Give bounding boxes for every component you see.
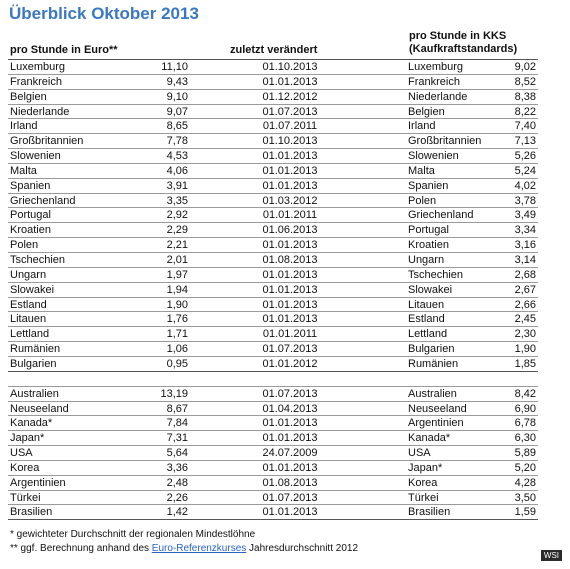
kks-cell: 7,40 [514, 120, 536, 133]
country-cell: Griechenland [10, 194, 76, 207]
eur-cell: 2,21 [166, 239, 188, 252]
kks-cell: 2,66 [514, 298, 536, 311]
header-kks-line1: pro Stunde in KKS [409, 30, 507, 42]
date-cell: 01.01.2011 [262, 328, 318, 341]
table-row [8, 327, 538, 342]
eur-cell: 7,31 [166, 432, 188, 445]
kks-cell: 2,30 [514, 328, 536, 341]
page-title: Überblick Oktober 2013 [9, 4, 199, 23]
table-row [8, 342, 538, 357]
eur-cell: 1,94 [166, 283, 188, 296]
kks-cell: 5,20 [514, 461, 536, 474]
kks-country-cell: Portugal [408, 224, 449, 237]
kks-cell: 6,78 [514, 417, 536, 430]
table-row [8, 491, 538, 506]
table-row [8, 505, 538, 520]
footnote-2-suffix: Jahresdurchschnitt 2012 [246, 542, 358, 554]
eur-cell: 8,65 [166, 120, 188, 133]
eur-cell: 3,91 [166, 179, 188, 192]
kks-country-cell: Malta [408, 164, 435, 177]
kks-country-cell: Griechenland [408, 209, 474, 222]
kks-cell: 9,02 [514, 61, 536, 73]
table-row [8, 312, 538, 327]
country-cell: Frankreich [10, 75, 62, 88]
table-row [8, 387, 538, 402]
table-row [8, 208, 538, 223]
kks-country-cell: Korea [408, 476, 438, 489]
table-row [8, 402, 538, 417]
date-cell: 01.01.2013 [262, 75, 318, 88]
kks-cell: 6,30 [514, 432, 536, 445]
country-cell: Argentinien [10, 476, 66, 489]
kks-cell: 8,42 [514, 387, 536, 400]
date-cell: 01.01.2013 [262, 239, 318, 252]
eur-cell: 2,92 [166, 209, 188, 222]
table-row [8, 238, 538, 253]
country-cell: Lettland [10, 328, 50, 341]
kks-cell: 8,38 [514, 90, 536, 103]
table-row [8, 164, 538, 179]
eur-cell: 2,48 [166, 476, 188, 489]
kks-cell: 3,14 [514, 253, 536, 266]
eu-section [8, 60, 538, 372]
date-cell: 01.01.2012 [262, 357, 318, 370]
kks-country-cell: Irland [408, 120, 436, 133]
eur-cell: 1,76 [166, 313, 188, 326]
kks-country-cell: Belgien [408, 105, 445, 118]
table-row [8, 416, 538, 431]
kks-country-cell: Brasilien [408, 506, 451, 519]
country-cell: Irland [10, 120, 38, 133]
date-cell: 01.01.2013 [262, 283, 318, 296]
header-kks-line2: (Kaufkraftstandards) [409, 43, 518, 55]
kks-cell: 3,78 [514, 194, 536, 207]
footnote-2-prefix: ** ggf. Berechnung anhand des [10, 542, 152, 554]
date-cell: 24.07.2009 [262, 447, 318, 460]
date-cell: 01.07.2013 [262, 387, 318, 400]
date-cell: 01.04.2013 [262, 402, 318, 415]
kks-country-cell: Tschechien [408, 268, 464, 281]
kks-country-cell: Litauen [408, 298, 445, 311]
eur-cell: 2,01 [166, 253, 188, 266]
kks-country-cell: Argentinien [408, 417, 464, 430]
kks-country-cell: Türkei [408, 491, 439, 504]
country-cell: Litauen [10, 313, 47, 326]
date-cell: 01.12.2012 [262, 90, 318, 103]
country-cell: Kroatien [10, 224, 51, 237]
table-row [8, 431, 538, 446]
eur-cell: 0,95 [166, 357, 188, 370]
date-cell: 01.10.2013 [262, 135, 318, 148]
table-row [8, 105, 538, 120]
footnote-1: * gewichteter Durchschnitt der regionalen Mindestlöhne [10, 529, 256, 540]
header-kks [409, 30, 517, 56]
kks-country-cell: Neuseeland [408, 402, 467, 415]
eur-cell: 1,42 [166, 506, 188, 519]
date-cell: 01.01.2013 [262, 417, 318, 430]
eur-cell: 4,06 [166, 164, 188, 177]
country-cell: Malta [10, 164, 37, 177]
date-cell: 01.07.2011 [262, 120, 318, 133]
eur-cell: 9,07 [166, 105, 188, 118]
date-cell: 01.01.2013 [262, 298, 318, 311]
kks-cell: 1,90 [514, 343, 536, 356]
kks-cell: 5,24 [514, 164, 536, 177]
table-row [8, 253, 538, 268]
euro-reference-rate-link[interactable]: Euro-Referenzkurses [151, 542, 247, 554]
table-row [8, 149, 538, 164]
date-cell: 01.10.2013 [262, 61, 318, 73]
header-changed: zuletzt verändert [230, 44, 318, 56]
section-gap [8, 372, 538, 387]
kks-country-cell: Frankreich [408, 75, 460, 88]
kks-cell: 3,16 [514, 239, 536, 252]
table-row [8, 357, 538, 372]
country-cell: Japan* [10, 432, 45, 445]
kks-cell: 3,34 [514, 224, 536, 237]
kks-country-cell: Slowakei [408, 283, 453, 296]
eur-cell: 1,97 [166, 268, 188, 281]
country-cell: Australien [10, 387, 59, 400]
table-row [8, 461, 538, 476]
kks-cell: 2,68 [514, 268, 536, 281]
eur-cell: 1,06 [166, 343, 188, 356]
kks-cell: 7,13 [514, 135, 536, 148]
country-cell: Niederlande [10, 105, 70, 118]
kks-country-cell: Bulgarien [408, 343, 455, 356]
country-cell: Kanada* [10, 417, 53, 430]
table-row [8, 179, 538, 194]
kks-cell: 5,89 [514, 447, 536, 460]
date-cell: 01.01.2013 [262, 506, 318, 519]
kks-country-cell: Slowenien [408, 150, 459, 163]
wsi-badge: WSI [541, 550, 562, 561]
non-eu-section [8, 387, 538, 521]
kks-country-cell: Spanien [408, 179, 449, 192]
kks-country-cell: USA [408, 447, 431, 460]
country-cell: Belgien [10, 90, 47, 103]
country-cell: Großbritannien [10, 135, 84, 148]
header-eur: pro Stunde in Euro** [10, 44, 118, 56]
eur-cell: 13,19 [160, 387, 188, 400]
kks-country-cell: Kroatien [408, 239, 449, 252]
table-row [8, 476, 538, 491]
kks-country-cell: Japan* [408, 461, 443, 474]
table-row [8, 268, 538, 283]
date-cell: 01.07.2013 [262, 491, 318, 504]
eur-cell: 3,36 [166, 461, 188, 474]
eur-cell: 2,29 [166, 224, 188, 237]
date-cell: 01.01.2013 [262, 432, 318, 445]
country-cell: Slowakei [10, 283, 55, 296]
kks-cell: 2,45 [514, 313, 536, 326]
table-row [8, 90, 538, 105]
date-cell: 01.01.2011 [262, 209, 318, 222]
kks-country-cell: Großbritannien [408, 135, 482, 148]
kks-country-cell: Kanada* [408, 432, 451, 445]
table-row [8, 60, 538, 75]
kks-cell: 8,22 [514, 105, 536, 118]
eur-cell: 1,71 [166, 328, 188, 341]
eur-cell: 4,53 [166, 150, 188, 163]
kks-cell: 5,26 [514, 150, 536, 163]
country-cell: Luxemburg [10, 61, 66, 73]
date-cell: 01.01.2013 [262, 164, 318, 177]
eur-cell: 7,78 [166, 135, 188, 148]
kks-country-cell: Ungarn [408, 253, 445, 266]
table-row [8, 134, 538, 149]
kks-country-cell: Luxemburg [408, 61, 464, 73]
kks-country-cell: Estland [408, 313, 445, 326]
table-row [8, 223, 538, 238]
table-row [8, 119, 538, 134]
eur-cell: 3,35 [166, 194, 188, 207]
date-cell: 01.06.2013 [262, 224, 318, 237]
eur-cell: 2,26 [166, 491, 188, 504]
country-cell: Slowenien [10, 150, 61, 163]
kks-country-cell: Polen [408, 194, 437, 207]
kks-cell: 3,50 [514, 491, 536, 504]
table-row [8, 283, 538, 298]
kks-country-cell: Niederlande [408, 90, 468, 103]
date-cell: 01.08.2013 [262, 476, 318, 489]
country-cell: Polen [10, 239, 39, 252]
country-cell: Spanien [10, 179, 51, 192]
date-cell: 01.01.2013 [262, 179, 318, 192]
country-cell: Rumänien [10, 343, 61, 356]
kks-cell: 6,90 [514, 402, 536, 415]
table-row [8, 298, 538, 313]
kks-cell: 8,52 [514, 75, 536, 88]
kks-country-cell: Lettland [408, 328, 448, 341]
country-cell: Bulgarien [10, 357, 57, 370]
date-cell: 01.01.2013 [262, 268, 318, 281]
kks-cell: 1,85 [514, 357, 536, 370]
wage-table [8, 26, 538, 520]
country-cell: USA [10, 447, 33, 460]
country-cell: Korea [10, 461, 40, 474]
country-cell: Portugal [10, 209, 51, 222]
eur-cell: 1,90 [166, 298, 188, 311]
eur-cell: 9,10 [166, 90, 188, 103]
date-cell: 01.08.2013 [262, 253, 318, 266]
date-cell: 01.07.2013 [262, 105, 318, 118]
date-cell: 01.07.2013 [262, 343, 318, 356]
table-row [8, 446, 538, 461]
date-cell: 01.03.2012 [262, 194, 318, 207]
kks-cell: 2,67 [514, 283, 536, 296]
kks-cell: 4,02 [514, 179, 536, 192]
kks-country-cell: Australien [408, 387, 457, 400]
table-row [8, 194, 538, 209]
table-header [8, 26, 538, 60]
eur-cell: 5,64 [166, 447, 188, 460]
footnote-2 [10, 542, 358, 556]
kks-country-cell: Rumänien [408, 357, 459, 370]
country-cell: Tschechien [10, 253, 66, 266]
country-cell: Neuseeland [10, 402, 69, 415]
country-cell: Ungarn [10, 268, 47, 281]
date-cell: 01.01.2013 [262, 313, 318, 326]
kks-cell: 3,49 [514, 209, 536, 222]
kks-cell: 4,28 [514, 476, 536, 489]
country-cell: Brasilien [10, 506, 53, 519]
footnotes [10, 528, 358, 555]
eur-cell: 9,43 [166, 75, 188, 88]
kks-cell: 1,59 [514, 506, 536, 519]
date-cell: 01.01.2013 [262, 461, 318, 474]
eur-cell: 8,67 [166, 402, 188, 415]
date-cell: 01.01.2013 [262, 150, 318, 163]
table-row [8, 75, 538, 90]
country-cell: Türkei [10, 491, 41, 504]
country-cell: Estland [10, 298, 47, 311]
eur-cell: 11,10 [161, 61, 188, 73]
eur-cell: 7,84 [166, 417, 188, 430]
